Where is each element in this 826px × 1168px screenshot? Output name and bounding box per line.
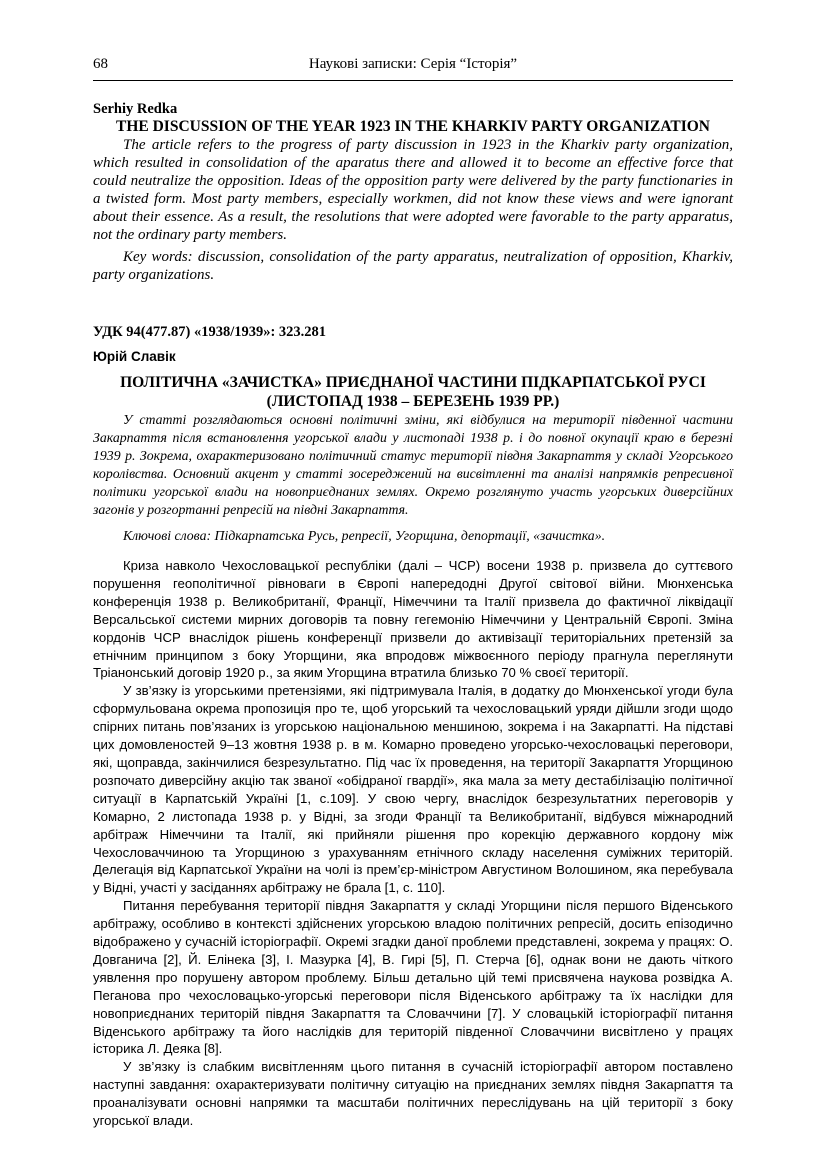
english-title: THE DISCUSSION OF THE YEAR 1923 IN THE KHARKIV PARTY ORGANIZATION	[115, 118, 710, 135]
article-abstract: У статті розглядаються основні політичні зміни, які відбулися на території південної частини Закарпаття після встановлення угорської влади у листопаді 1938 р. і до повної окупації краю в березні 1939 р. Зокрема, охарактеризовано політичний статус території півдня Закарпаття у складі Угорського королівства. Основний акцент у статті зосереджений на висвітленні та аналізі напрямків репресивної політики угорської влади на новоприєднаних землях. Окремо розглянуто участь угорських диверсійних загонів у розгортанні репресій на півдні Закарпаття.	[93, 412, 733, 517]
article-title: ПОЛІТИЧНА «ЗАЧИСТКА» ПРИЄДНАНОЇ ЧАСТИНИ ПІДКАРПАТСЬКОЇ РУСІ (ЛИСТОПАД 1938 – БЕРЕЗЕНЬ 1939 РР.)	[120, 374, 706, 410]
page	[93, 56, 733, 1130]
page-number: 68	[93, 56, 108, 72]
body-paragraph: Криза навколо Чехословацької республіки (далі – ЧСР) восени 1938 р. призвела до суттєвого порушення геополітичної рівноваги в Європі напередодні Другої світової війни. Мюнхенська конференція 1938 р. Великобританії, Франції, Німеччини та Італії призвела до фактичної ліквідації Версальської системи мирних договорів та повну гегемонію Німеччини у Центральній Європі. Зміна кордонів ЧСР внаслідок рішень конференції призвели до активізації територіальних претензій за етнічним принципом з боку Угорщини, яка впродовж міжвоєнного періоду прагнула переглянути Тріанонський договір 1920 р., за яким Угорщина втратила близько 70 % своєї території.	[93, 558, 733, 681]
body-paragraph: Питання перебування території півдня Закарпаття у складі Угорщини після першого Віденського арбітражу, особливо в контексті здійснених угорською владою політичних репресій, досить епізодично відображено у сучасній історіографії. Окремі згадки даної проблеми представлені, зокрема у працях: О. Довганича [2], Й. Елінека [3], І. Мазурка [4], В. Гирі [5], П. Стерча [6], однак вони не дають чіткого уявлення про порушену автором проблему. Більш детально цій темі присвячена наукова розвідка А. Пеганова про чехословацько-угорські переговори після Віденського арбітражу та їх наслідки для новоприєднаних територій півдня Закарпаття та Словаччини [7]. У словацькій історіографії питання Віденського арбітражу та його наслідків для територій південної Словаччини висвітлено у працях історика Л. Деяка [8].	[93, 898, 733, 1057]
udk-code: УДК 94(477.87) «1938/1939»: 323.281	[93, 324, 327, 340]
article-author: Юрій Славік	[93, 349, 176, 364]
english-abstract: The article refers to the progress of party discussion in 1923 in the Kharkiv party organization, which resulted in consolidation of the aparatus there and allowed it to become an effective force that could neutralize the opposition. Ideas of the opposition party were delivered by the party functionaries in a twisted form. Most party members, especially workmen, did not know these views and were ignorant about their essence. As a result, the resolutions that were adopted were favorable to the party apparatus, not the ordinary party members.	[93, 137, 733, 243]
body-paragraph: У зв’язку із угорськими претензіями, які підтримувала Італія, в додатку до Мюнхенської угоди була сформульована окрема пропозиція про те, щоб угорський та чехословацький уряди дійшли згоди щодо спірних питань пов’язаних із угорською національною меншиною, зокрема і на Закарпатті. На підставі цих домовленостей 9–13 жовтня 1938 р. в м. Комарно проведено угорсько-чехословацькі переговори, які, щоправда, закінчилися безрезультатно. Під час їх проведення, на території Закарпаття Угорщиною розпочато диверсійну акцію так званої «обідраної гвардії», яка мала за мету дестабілізацію політичної ситуації в Карпатській Україні [1, с.109]. У свою чергу, внаслідок безрезультатних переговорів у Комарно, 2 листопада 1938 р. у Відні, за згоди Франції та Великобританії, відбувся міжнародний арбітраж Німеччини та Італії, які прийняли рішення про корекцію державного кордону між Чехословаччиною та Угорщиною з урахуванням етнічного складу населення суміжних територій. Делегація від Карпатської України на чолі із прем’єр-міністром Августином Волошином, яка перебувала у Відні, участі у засіданнях арбітражу не брала [1, с. 110].	[93, 683, 733, 896]
body-paragraph: У зв’язку із слабким висвітленням цього питання в сучасній історіографії автором поставлено наступні завдання: охарактеризувати політичну ситуацію на приєднаних землях півдня Закарпаття та проаналізувати основні напрямки та масштаби політичних переслідувань на цій території з боку угорської влади.	[93, 1059, 733, 1129]
page-header	[93, 56, 733, 78]
header-rule	[93, 80, 733, 81]
english-author: Serhiy Redka	[93, 101, 178, 117]
english-keywords: Key words: discussion, consolidation of the party apparatus, neutralization of opposition, Kharkiv, party organizations.	[93, 249, 733, 283]
running-title: Наукові записки: Серія “Історія”	[308, 56, 518, 72]
article-keywords: Ключові слова: Підкарпатська Русь, репресії, Угорщина, депортації, «зачистка».	[123, 528, 606, 543]
article-body	[93, 557, 733, 1130]
